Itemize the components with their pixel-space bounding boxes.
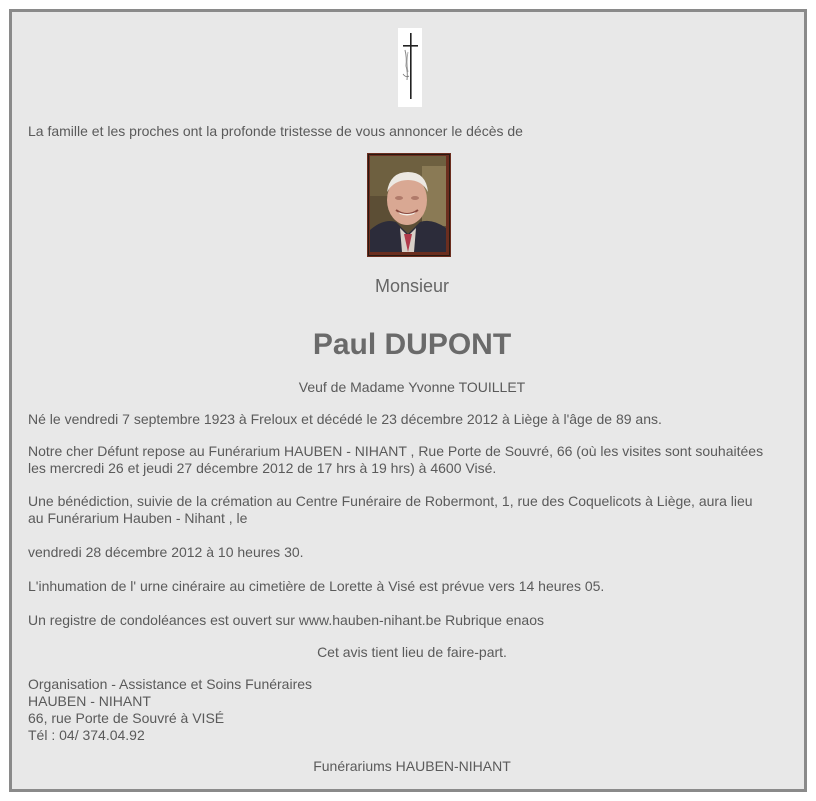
notice-text: Cet avis tient lieu de faire-part.: [317, 644, 507, 660]
deceased-portrait: [368, 154, 450, 256]
obituary-frame: [9, 9, 807, 792]
organisation-line-3: 66, rue Porte de Souvré à VISÉ: [28, 710, 225, 726]
organisation-line-1: Organisation - Assistance et Soins Funéraires: [28, 676, 313, 692]
cross-icon: [398, 28, 422, 107]
honorific-title: Monsieur: [374, 276, 450, 296]
register-text: Un registre de condoléances est ouvert sur www.hauben-nihant.be Rubrique enaos: [28, 612, 544, 628]
organisation-line-2: HAUBEN - NIHANT: [28, 693, 151, 709]
ceremony-text-line-2: au Funérarium Hauben - Nihant , le: [28, 510, 248, 526]
rest-text-line-2: les mercredi 26 et jeudi 27 décembre 2012 de 17 hrs à 19 hrs) à 4600 Visé.: [28, 460, 497, 476]
intro-text: La famille et les proches ont la profonde tristesse de vous annoncer le décès de: [28, 123, 523, 139]
birth-death-text: Né le vendredi 7 septembre 1923 à Freloux et décédé le 23 décembre 2012 à Liège à l'âge de 89 ans.: [28, 411, 662, 427]
ceremony-date: vendredi 28 décembre 2012 à 10 heures 30.: [28, 544, 304, 560]
inhumation-text: L'inhumation de l' urne cinéraire au cimetière de Lorette à Visé est prévue vers 14 heures 05.: [28, 578, 605, 594]
spouse-text: Veuf de Madame Yvonne TOUILLET: [298, 379, 526, 395]
organisation-phone: Tél : 04/ 374.04.92: [28, 727, 145, 743]
rest-text-line-1: Notre cher Défunt repose au Funérarium HAUBEN - NIHANT , Rue Porte de Souvré, 66 (où les visites sont souhaitées: [28, 443, 764, 459]
deceased-name: Paul DUPONT: [312, 328, 512, 361]
ceremony-text-line-1: Une bénédiction, suivie de la crémation au Centre Funéraire de Robermont, 1, rue des Coquelicots à Liège, aura lieu: [28, 493, 753, 509]
footer-text: Funérariums HAUBEN-NIHANT: [313, 758, 511, 774]
